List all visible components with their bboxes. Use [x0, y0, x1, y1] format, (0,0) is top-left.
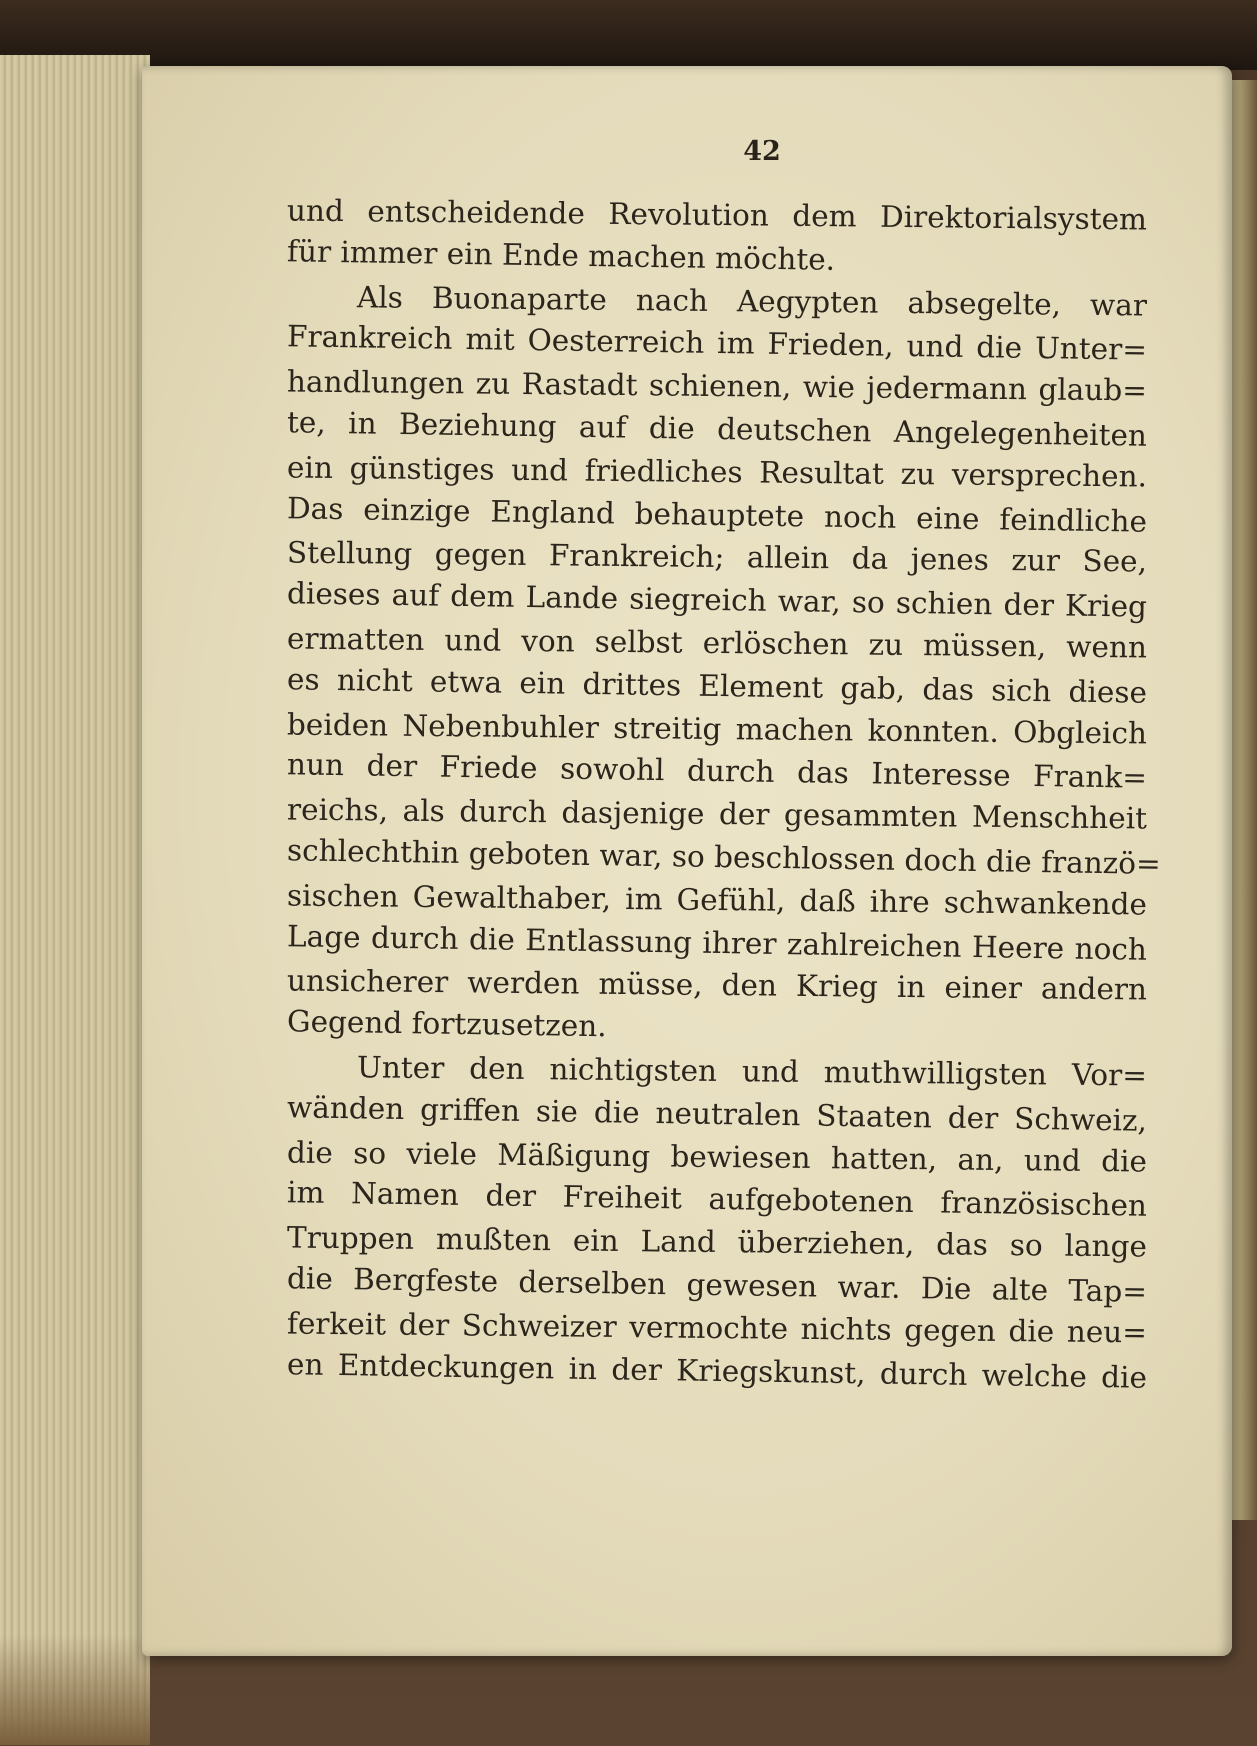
text-line: nun der Friede sowohl durch das Interesse Frank=	[286, 747, 1148, 796]
text-line: Das einzige England behauptete noch eine feindliche	[286, 490, 1148, 539]
body-text	[286, 193, 1161, 1395]
text-line: dieses auf dem Lande siegreich war, so schien der Krieg	[286, 576, 1148, 624]
text-line: Gegend fortzusetzen.	[286, 1004, 607, 1044]
book-cover-edge	[0, 0, 1257, 70]
text-line: en Entdeckungen in der Kriegskunst, durch welche die	[286, 1346, 1148, 1395]
text-line: beiden Nebenbuhler streitig machen konnten. Obgleich	[286, 707, 1148, 751]
page-number: 42	[743, 136, 781, 167]
book-page	[142, 66, 1232, 1656]
text-line: reichs, als durch dasjenige der gesammten Menschheit	[286, 792, 1148, 836]
page-edges-stack	[0, 55, 150, 1745]
text-line: ferkeit der Schweizer vermochte nichts gegen die neu=	[286, 1306, 1148, 1350]
text-line: ein günstiges und friedliches Resultat zu versprechen.	[286, 450, 1148, 494]
text-line: sischen Gewalthaber, im Gefühl, daß ihre schwankende	[286, 878, 1148, 922]
paragraph-start-line: Unter den nichtigsten und muthwilligsten Vor=	[356, 1050, 1148, 1093]
text-line: Stellung gegen Frankreich; allein da jenes zur See,	[286, 535, 1148, 579]
paragraph-start-line: Als Buonaparte nach Aegypten absegelte, war	[356, 279, 1148, 323]
text-line: für immer ein Ende machen möchte.	[286, 234, 836, 277]
text-line: te, in Beziehung auf die deutschen Angelegenheiten	[286, 405, 1148, 453]
text-line: wänden griffen sie die neutralen Staaten der Schweiz,	[286, 1089, 1148, 1138]
text-line: im Namen der Freiheit aufgebotenen französischen	[286, 1175, 1148, 1224]
text-line: die Bergfeste derselben gewesen war. Die alte Tap=	[286, 1261, 1148, 1309]
text-line: es nicht etwa ein drittes Element gab, das sich diese	[286, 662, 1148, 710]
text-line: unsicherer werden müsse, den Krieg in einer andern	[286, 963, 1148, 1007]
text-line: Lage durch die Entlassung ihrer zahlreichen Heere noch	[286, 918, 1148, 967]
text-line: Truppen mußten ein Land überziehen, das so lange	[286, 1220, 1148, 1264]
text-line: die so viele Mäßigung bewiesen hatten, an, und die	[286, 1135, 1148, 1179]
text-line: schlechthin geboten war, so beschlossen doch die franzö=	[286, 833, 1161, 881]
text-line: und entscheidende Revolution dem Direktorialsystem	[286, 193, 1148, 237]
text-line: handlungen zu Rastadt schienen, wie jedermann glaub=	[286, 364, 1148, 408]
text-line: Frankreich mit Oesterreich im Frieden, und die Unter=	[286, 319, 1148, 368]
text-line: ermatten und von selbst erlöschen zu müssen, wenn	[286, 621, 1148, 665]
